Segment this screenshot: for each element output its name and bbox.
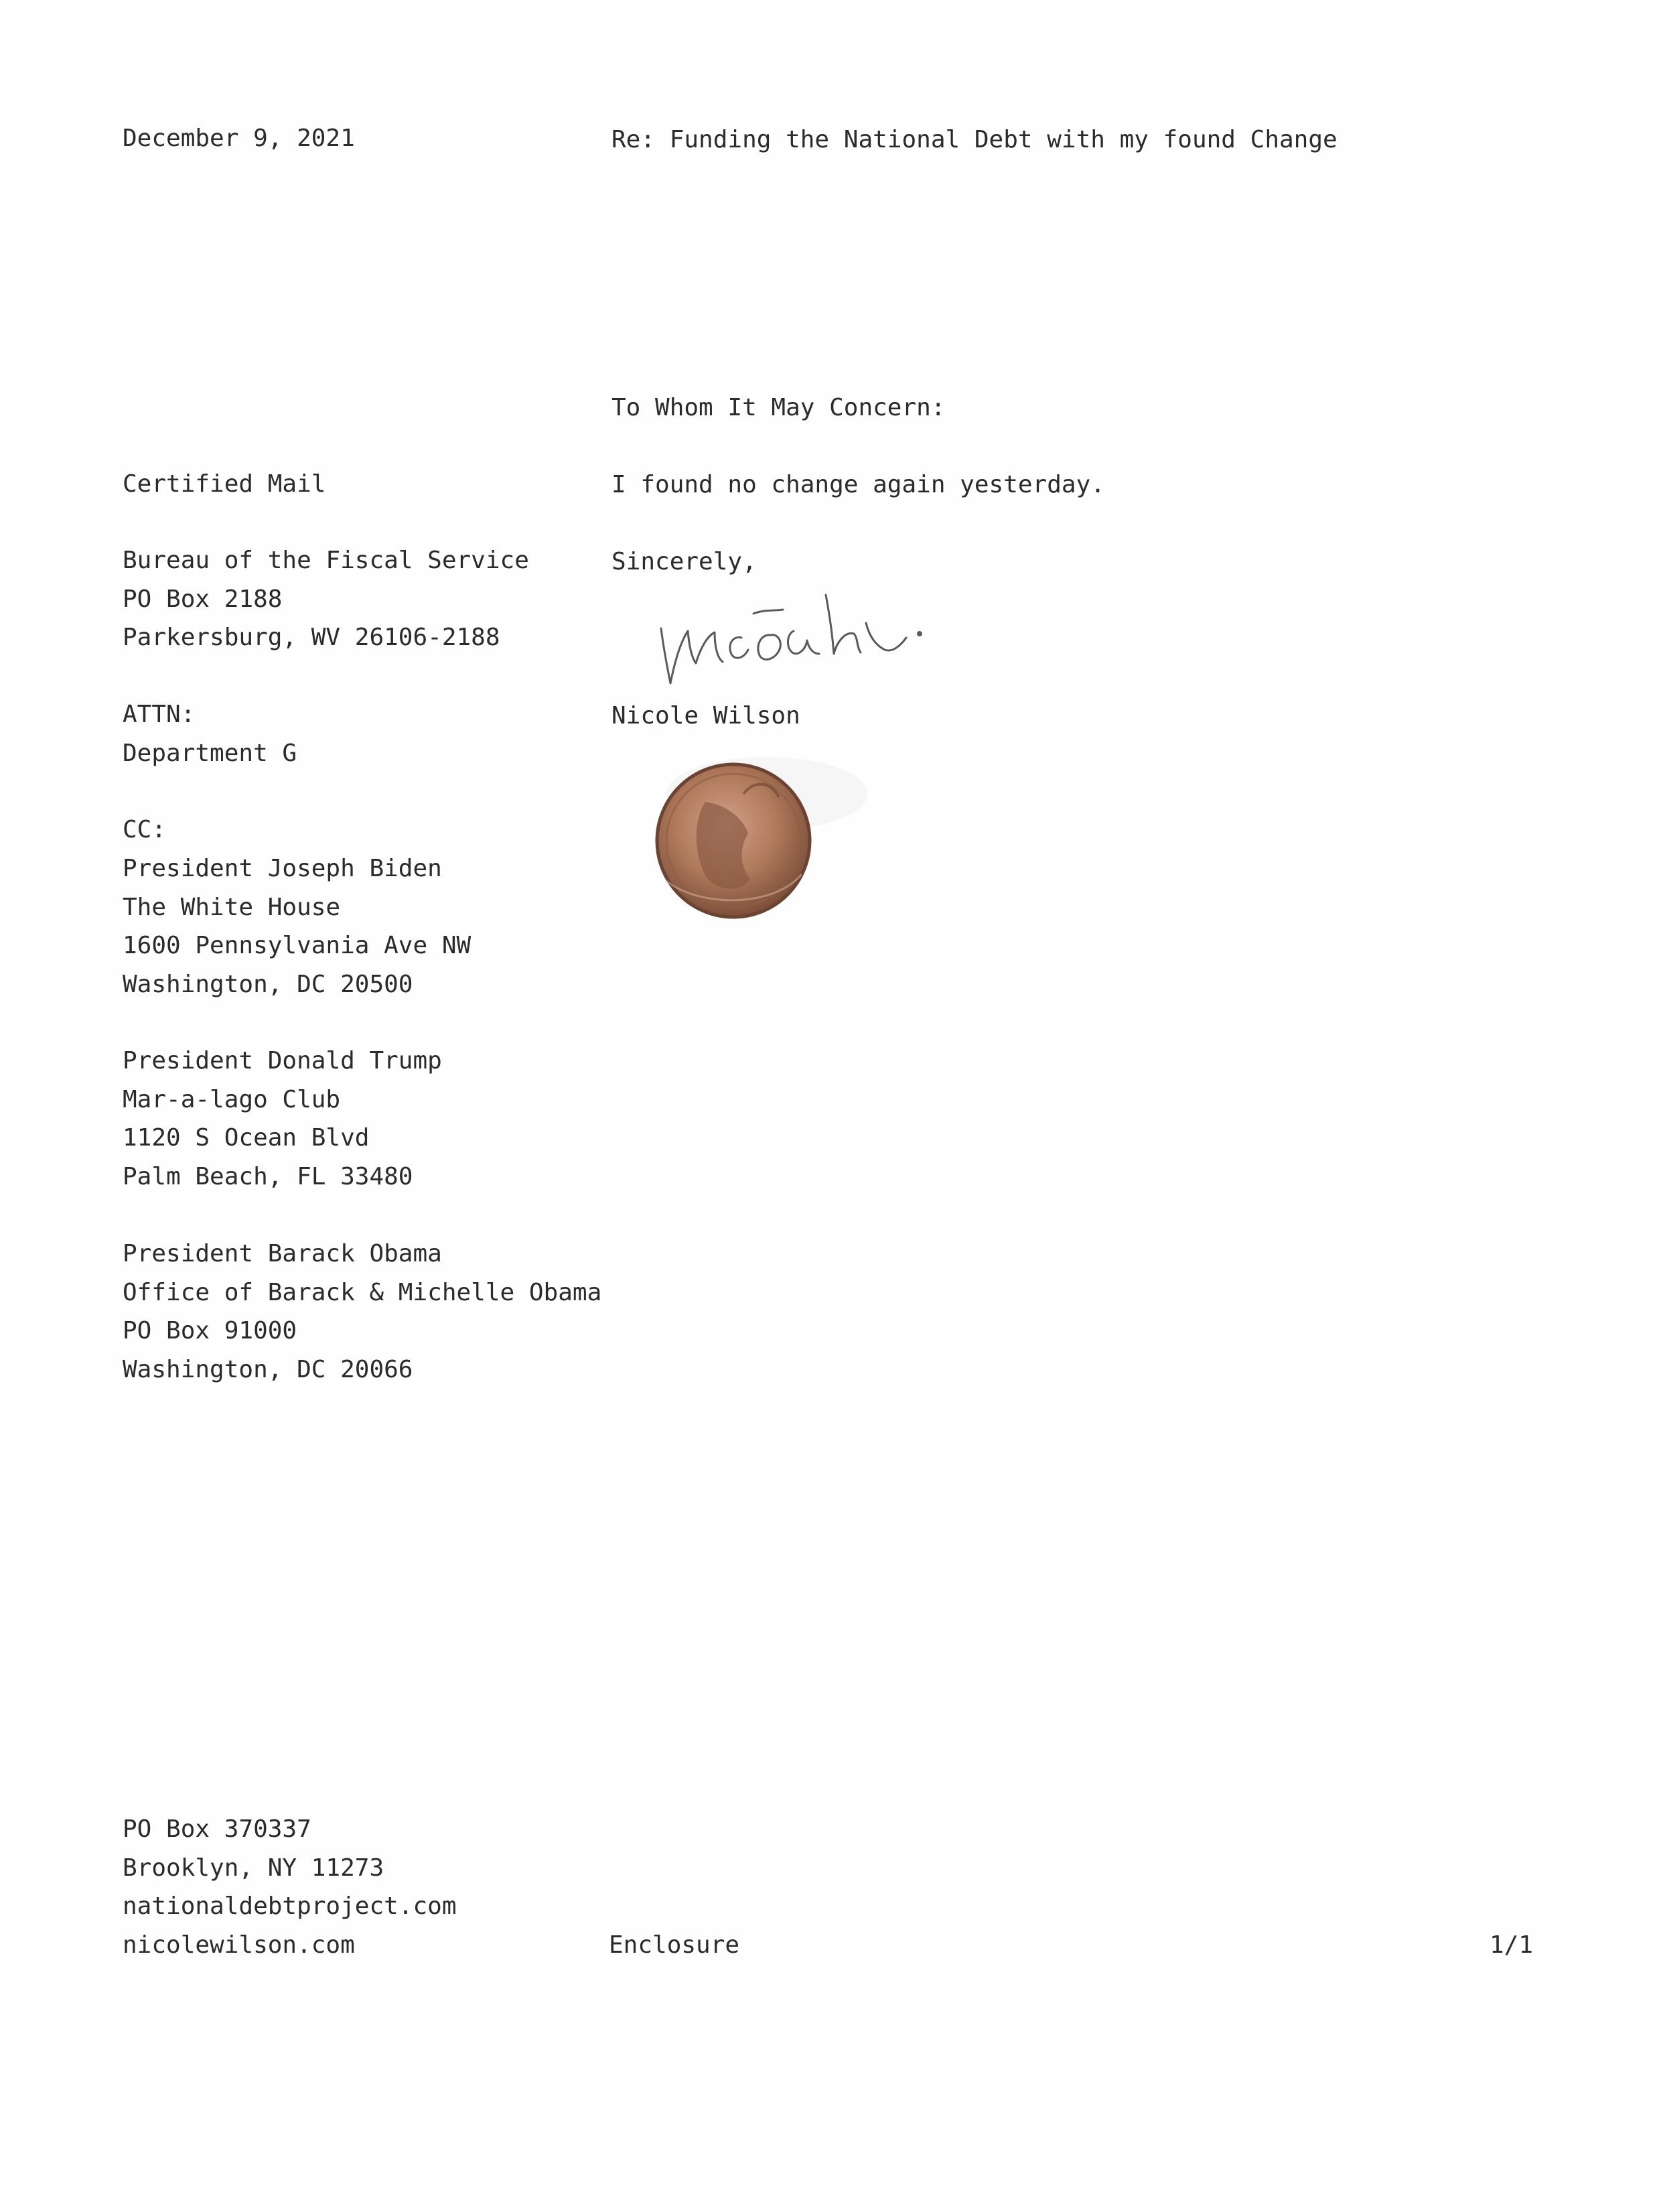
cc-address-obama xyxy=(123,1235,601,1389)
address-line: Parkersburg, WV 26106-2188 xyxy=(123,624,500,651)
address-line: Mar-a-lago Club xyxy=(123,1085,341,1113)
address-line: 1600 Pennsylvania Ave NW xyxy=(123,932,472,959)
sender-website: nicolewilson.com xyxy=(123,1931,355,1959)
attention-block xyxy=(123,695,297,772)
closing: Sincerely, xyxy=(611,548,757,575)
signer-name: Nicole Wilson xyxy=(611,702,800,730)
cc-address-biden xyxy=(123,849,471,1004)
address-line: PO Box 91000 xyxy=(123,1317,297,1344)
cc-label: CC: xyxy=(123,816,167,843)
address-line: Palm Beach, FL 33480 xyxy=(123,1162,413,1190)
attention-label: ATTN: xyxy=(123,701,196,728)
handwritten-signature xyxy=(653,583,988,697)
letter-date: December 9, 2021 xyxy=(123,125,355,152)
sender-po-box: PO Box 370337 xyxy=(123,1815,311,1843)
mail-type: Certified Mail xyxy=(123,470,326,498)
recipient-address xyxy=(123,541,529,657)
sender-website: nationaldebtproject.com xyxy=(123,1892,457,1920)
cc-address-trump xyxy=(123,1042,442,1196)
address-line: President Joseph Biden xyxy=(123,855,442,882)
letter-body: I found no change again yesterday. xyxy=(611,471,1105,498)
address-line: Washington, DC 20500 xyxy=(123,970,413,998)
sender-city: Brooklyn, NY 11273 xyxy=(123,1854,384,1882)
address-line: Office of Barack & Michelle Obama xyxy=(123,1278,602,1306)
page-number: 1/1 xyxy=(1490,1931,1534,1959)
salutation: To Whom It May Concern: xyxy=(611,394,946,421)
attention-department: Department G xyxy=(123,739,297,767)
subject-line: Re: Funding the National Debt with my found Change xyxy=(611,126,1338,153)
address-line: Washington, DC 20066 xyxy=(123,1355,413,1383)
address-line: The White House xyxy=(123,893,341,921)
address-line: Bureau of the Fiscal Service xyxy=(123,547,529,574)
sender-address xyxy=(123,1810,457,1964)
address-line: PO Box 2188 xyxy=(123,585,283,613)
address-line: President Barack Obama xyxy=(123,1240,442,1267)
penny-coin xyxy=(626,740,867,955)
address-line: President Donald Trump xyxy=(123,1047,442,1075)
address-line: 1120 S Ocean Blvd xyxy=(123,1124,370,1152)
enclosure-label: Enclosure xyxy=(609,1931,740,1959)
